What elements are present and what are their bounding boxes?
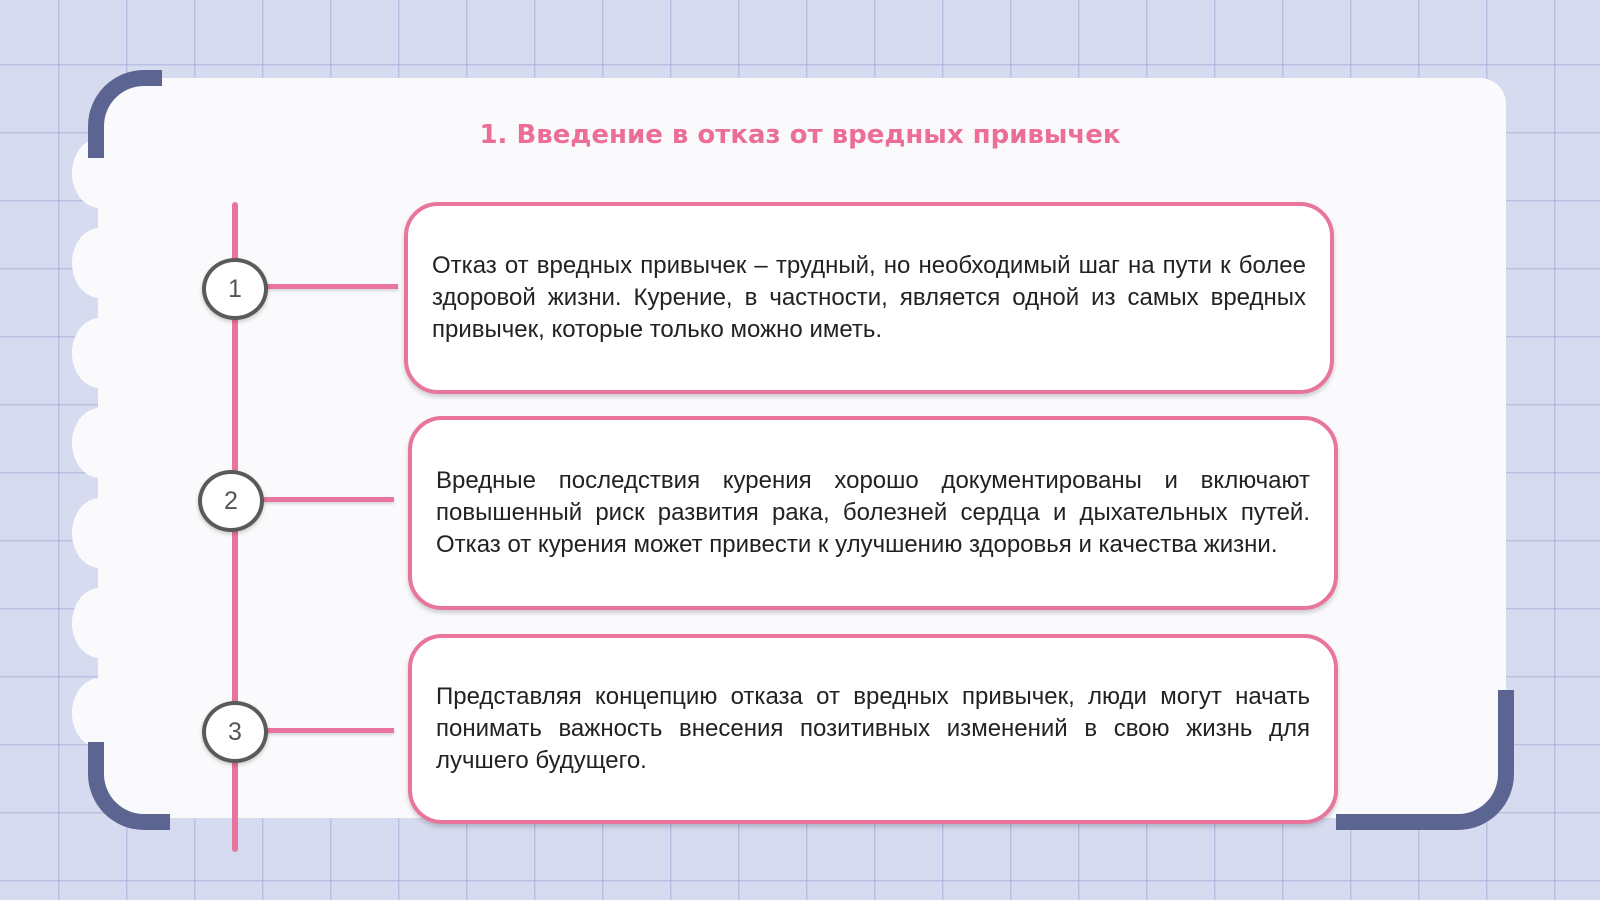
paper-scallop bbox=[72, 588, 128, 658]
info-card-3 bbox=[408, 634, 1338, 824]
step-number-label: 2 bbox=[224, 486, 238, 515]
card-text: Представляя концепцию отказа от вредных привычек, люди могут начать понимать важность внесения позитивных изменений в свою жизнь для лучшего будущего. bbox=[436, 683, 1310, 774]
timeline-connector bbox=[264, 728, 394, 733]
step-number-1 bbox=[202, 258, 268, 320]
step-number-2 bbox=[198, 470, 264, 532]
paper-scallop bbox=[72, 228, 128, 298]
step-number-3 bbox=[202, 701, 268, 763]
info-card-2 bbox=[408, 416, 1338, 610]
info-card-1 bbox=[404, 202, 1334, 394]
step-number-label: 3 bbox=[228, 717, 242, 746]
paper-scallop bbox=[72, 408, 128, 478]
paper-scallop bbox=[72, 678, 128, 748]
corner-bracket-bottom-right bbox=[1336, 690, 1514, 830]
step-number-label: 1 bbox=[228, 274, 242, 303]
paper-scallop bbox=[72, 318, 128, 388]
card-text: Отказ от вредных привычек – трудный, но необходимый шаг на пути к более здоровой жизни. Курение, в частности, является одной из самых вредных привычек, которые только можно иметь. bbox=[432, 252, 1306, 343]
card-text: Вредные последствия курения хорошо документированы и включают повышенный риск развития рака, болезней сердца и дыхательных путей. Отказ от курения может привести к улучшению здоровья и качества жизни. bbox=[436, 467, 1310, 558]
timeline-connector bbox=[260, 497, 394, 502]
paper-scallop bbox=[72, 498, 128, 568]
corner-bracket-bottom-left bbox=[88, 742, 170, 830]
slide-title: 1. Введение в отказ от вредных привычек bbox=[479, 120, 1121, 150]
timeline-connector bbox=[264, 284, 398, 289]
